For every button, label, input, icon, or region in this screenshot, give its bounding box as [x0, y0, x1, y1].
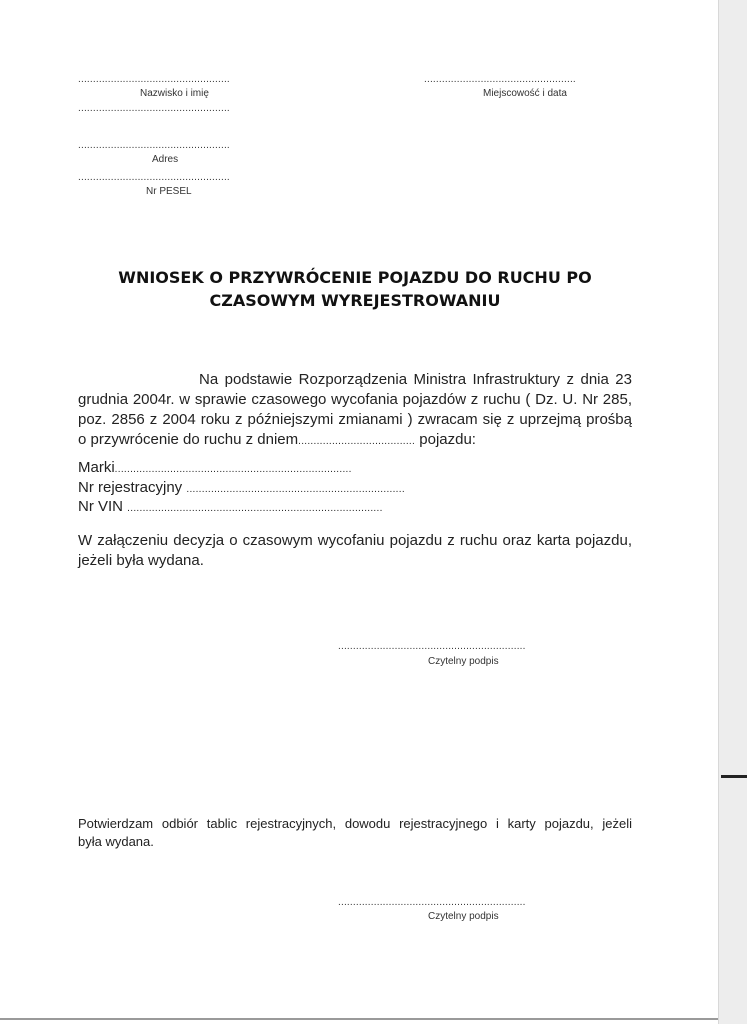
confirmation-line-1: Potwierdzam odbiór tablic rejestracyjnych, dowodu rejestracyjnego i karty pojazdu, jeżeli: [78, 816, 632, 831]
make-field: [78, 458, 352, 480]
make-label: Marki: [78, 459, 115, 476]
title-line-2: CZASOWYM WYREJESTROWANIU: [209, 291, 501, 310]
signature-2-label: Czytelny podpis: [428, 911, 499, 922]
confirmation-paragraph: [78, 815, 632, 851]
place-date-label: Miejscowość i data: [483, 88, 567, 99]
registration-number-dots[interactable]: .......................................................................: [186, 484, 405, 495]
name-label: Nazwisko i imię: [140, 88, 209, 99]
name-second-line-dots[interactable]: ...................................................: [78, 103, 230, 114]
pesel-field-dots[interactable]: ...................................................: [78, 172, 230, 183]
request-line-1: Na podstawie Rozporządzenia Ministra Infrastruktury z dnia 23: [199, 371, 632, 388]
address-field-dots[interactable]: ...................................................: [78, 140, 230, 151]
name-field-dots[interactable]: ...................................................: [78, 74, 230, 85]
return-date-label: o przywrócenie do ruchu z dniem: [78, 431, 299, 448]
place-date-field-dots[interactable]: ...................................................: [424, 74, 576, 85]
request-line-3: poz. 2856 z 2004 roku z późniejszymi zmianami ) zwracam się z uprzejmą prośbą: [78, 411, 632, 428]
request-line-4: [78, 430, 632, 452]
scan-bottom-line: [0, 1018, 718, 1020]
signature-1-dots[interactable]: ...............................................................: [338, 641, 526, 652]
attachment-paragraph: [78, 531, 632, 571]
vehicle-word: pojazdu:: [419, 431, 476, 448]
signature-1-label: Czytelny podpis: [428, 656, 499, 667]
scan-edge-mark: [721, 775, 747, 778]
attachment-line-2: jeżeli była wydana.: [78, 552, 204, 569]
address-label: Adres: [152, 154, 179, 165]
attachment-line-1: W załączeniu decyzja o czasowym wycofaniu pojazdu z ruchu oraz karta pojazdu,: [78, 532, 632, 549]
registration-number-label: Nr rejestracyjny: [78, 479, 183, 496]
vin-label: Nr VIN: [78, 498, 123, 515]
document-title: [80, 266, 630, 312]
vin-field: [78, 497, 383, 519]
scan-page-edge: [718, 0, 747, 1024]
request-line-2: grudnia 2004r. w sprawie czasowego wycofania pojazdów z ruchu ( Dz. U. Nr 285,: [78, 391, 632, 408]
request-paragraph: [78, 370, 632, 452]
title-line-1: WNIOSEK O PRZYWRÓCENIE POJAZDU DO RUCHU PO: [118, 268, 592, 287]
confirmation-line-2: była wydana.: [78, 834, 154, 849]
pesel-label: Nr PESEL: [146, 186, 192, 197]
vin-field-dots[interactable]: ...................................................................................: [127, 503, 383, 514]
signature-2-dots[interactable]: ...............................................................: [338, 897, 526, 908]
make-field-dots[interactable]: .............................................................................: [114, 464, 352, 475]
return-date-field-dots[interactable]: ......................................: [298, 436, 416, 447]
